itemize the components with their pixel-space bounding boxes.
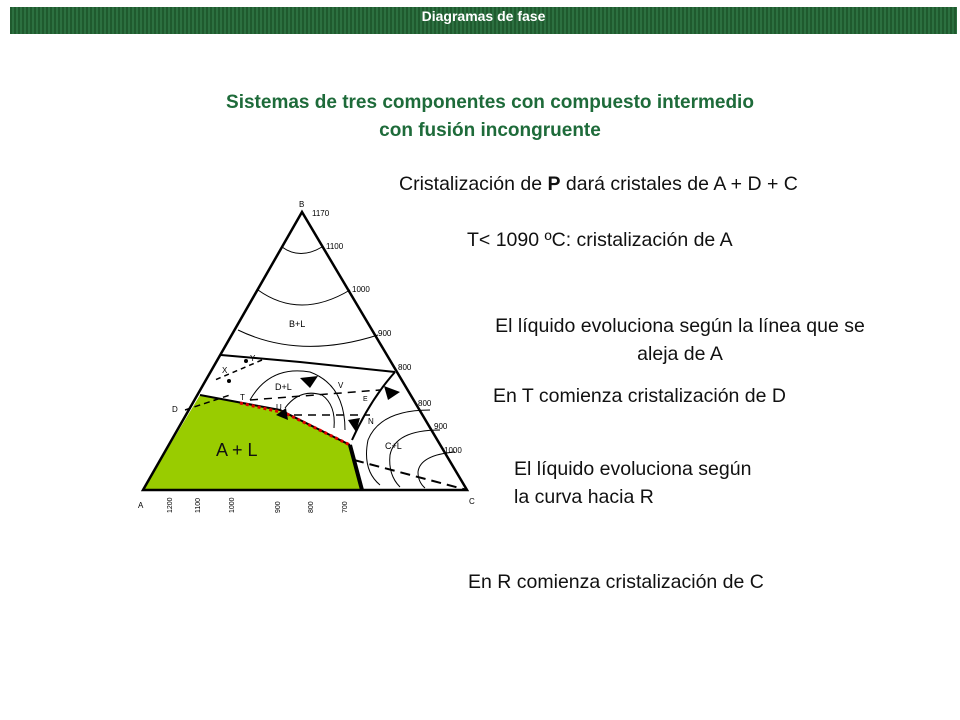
isotherm-1100 <box>282 247 322 254</box>
field-b-l-label: B+L <box>289 319 306 329</box>
base-label-1000: 1000 <box>229 497 236 513</box>
note-r-crystallization: En R comienza cristalización de C <box>468 571 764 593</box>
point-x-label: X <box>222 366 228 375</box>
point-y-label: Y <box>250 354 256 363</box>
isotherm-label-800-b: 800 <box>398 363 412 372</box>
base-label-1200: 1200 <box>167 497 174 513</box>
dashed-line-rc <box>354 460 467 490</box>
note1-post: dará cristales de A + D + C <box>560 173 798 195</box>
point-n-label: N <box>368 417 374 426</box>
base-label-800: 800 <box>308 501 315 513</box>
point-d-label: D <box>172 405 178 414</box>
point-v-label: V <box>338 381 344 390</box>
isotherm-label-900: 900 <box>378 329 392 338</box>
note1-pre: Cristalización de <box>399 173 548 195</box>
field-c-l-label: C+L <box>385 441 402 451</box>
isotherm-label-1170: 1170 <box>312 209 330 218</box>
vertex-a-label: A <box>138 501 144 510</box>
isotherm-c-900 <box>390 430 440 487</box>
point-t-label: T <box>240 393 245 402</box>
note1-bold: P <box>547 173 561 195</box>
isotherm-label-1000: 1000 <box>352 285 370 294</box>
isotherm-label-1000-c: 1000 <box>444 446 462 455</box>
base-label-1100: 1100 <box>195 497 202 513</box>
note3-line1: El líquido evoluciona según la línea que se <box>495 315 865 337</box>
isotherm-label-900-c: 900 <box>434 422 448 431</box>
isotherm-label-1100: 1100 <box>326 242 344 251</box>
vertex-c-label: C <box>469 497 475 506</box>
arrow-e <box>384 386 400 400</box>
isotherm-1000 <box>258 290 350 305</box>
point-y-dot <box>244 359 248 363</box>
field-a-l-label: A + L <box>216 440 258 460</box>
note3-line2: aleja de A <box>637 343 723 365</box>
point-x-dot <box>227 379 231 383</box>
base-label-700: 700 <box>342 501 349 513</box>
point-e-label: E <box>363 396 368 403</box>
isotherm-label-800-c: 800 <box>418 399 432 408</box>
header-title: Diagramas de fase <box>421 8 546 24</box>
base-label-900: 900 <box>275 501 282 513</box>
slide-title-line2: con fusión incongruente <box>379 120 601 141</box>
note-t-crystallization: En T comienza cristalización de D <box>493 385 786 407</box>
field-d-l-label: D+L <box>275 382 292 392</box>
note5-line2: la curva hacia R <box>514 486 654 508</box>
arrow-dl <box>300 376 318 388</box>
note-temperature: T< 1090 ºC: cristalización de A <box>467 229 733 251</box>
boundary-b-d <box>221 355 395 372</box>
isotherm-900 <box>238 330 378 346</box>
slide-title-line1: Sistemas de tres componentes con compuesto intermedio <box>226 92 754 113</box>
vertex-b-label: B <box>299 200 305 209</box>
point-u-label: U <box>276 403 282 412</box>
note5-line1: El líquido evoluciona según <box>514 458 752 480</box>
dashed-line-tv <box>250 390 380 400</box>
